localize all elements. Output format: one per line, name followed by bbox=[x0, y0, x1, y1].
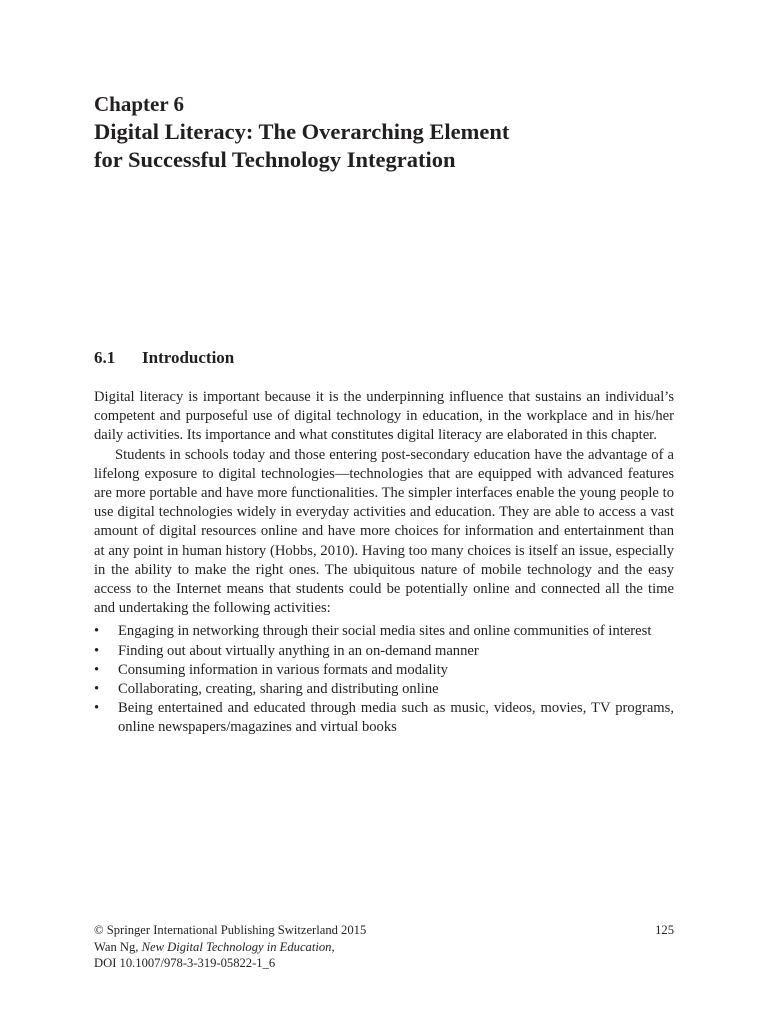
list-item bbox=[94, 642, 674, 661]
copyright-line: © Springer International Publishing Switzerland 2015 bbox=[94, 923, 367, 937]
list-item-text: Finding out about virtually anything in an on-demand manner bbox=[118, 642, 479, 659]
paragraph-2: Students in schools today and those entering post-secondary education have the advantage of a lifelong exposure to digital technologies—technologies that are equipped with advanced features are more portable and have more functionalities. The simpler interfaces enable the young people to use digital technologies widely in everyday activities and education. They are able to access a vast amount of digital resources online and have more choices for information and entertainment than at any point in human history (Hobbs, 2010). Having too many choices is itself an issue, especially in the ability to make the right ones. The ubiquitous nature of mobile technology and the easy access to the Internet means that students could be potentially online and connected all the time and undertaking the following activities: bbox=[94, 446, 674, 617]
chapter-label: Chapter 6 bbox=[94, 92, 185, 116]
list-item-text: Collaborating, creating, sharing and distributing online bbox=[118, 681, 439, 698]
bullet-icon: • bbox=[94, 661, 100, 678]
author-name: Wan Ng, bbox=[94, 939, 142, 954]
list-item-text: Being entertained and educated through media such as music, videos, movies, TV programs, online newspapers/magazines and virtual books bbox=[118, 700, 674, 736]
list-item bbox=[94, 661, 674, 680]
citation-separator: , bbox=[331, 939, 335, 954]
list-item-text: Engaging in networking through their social media sites and online communities of interest bbox=[118, 623, 652, 640]
list-item-text: Consuming information in various formats and modality bbox=[118, 661, 448, 678]
bullet-icon: • bbox=[94, 642, 100, 659]
activity-list bbox=[94, 622, 674, 737]
book-title: New Digital Technology in Education bbox=[141, 939, 332, 954]
list-item bbox=[94, 680, 674, 699]
bullet-icon: • bbox=[94, 700, 100, 717]
page-footer bbox=[94, 922, 674, 972]
list-item bbox=[94, 699, 674, 737]
paragraph-1: Digital literacy is important because it is the underpinning influence that sustains an individual’s competent and purposeful use of digital technology in education, in the workplace and in his/her daily activities. Its importance and what constitutes digital literacy are elaborated in this chapter. bbox=[94, 389, 674, 444]
doi-line: DOI 10.1007/978-3-319-05822-1_6 bbox=[94, 956, 276, 971]
page-number: 125 bbox=[655, 923, 674, 937]
list-item bbox=[94, 622, 674, 641]
bullet-icon: • bbox=[94, 623, 100, 640]
citation-line bbox=[94, 939, 674, 956]
section-heading bbox=[94, 347, 234, 369]
chapter-title-line-1: Digital Literacy: The Overarching Element bbox=[94, 119, 510, 144]
body-text bbox=[94, 388, 674, 738]
bullet-icon: • bbox=[94, 681, 100, 698]
section-number: 6.1 bbox=[94, 348, 116, 367]
chapter-title-line-2: for Successful Technology Integration bbox=[94, 147, 456, 172]
section-title: Introduction bbox=[142, 348, 235, 367]
book-page bbox=[94, 0, 674, 1024]
chapter-title bbox=[94, 118, 674, 174]
